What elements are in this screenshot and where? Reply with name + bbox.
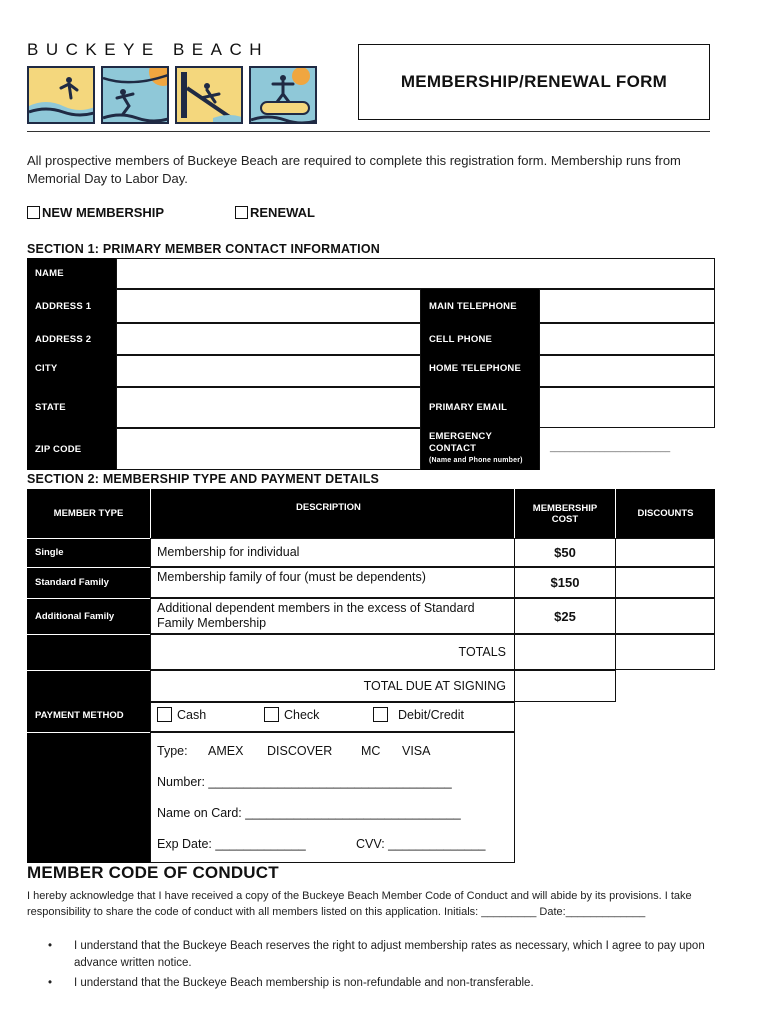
conduct-acknowledgement: I hereby acknowledge that I have received a copy of the Buckeye Beach Member Code of Conduct and will abide by its provisions. I take responsibility to share the code of conduct with all members listed on this application. Initials: _________ Date:_____________ <box>27 890 692 918</box>
renewal-checkbox[interactable] <box>235 206 248 219</box>
member-type-header: MEMBER TYPE <box>27 489 150 538</box>
totals-discount-field[interactable] <box>615 634 715 670</box>
name-on-card-field[interactable]: Name on Card: _______________________________ <box>157 806 461 820</box>
description-standard-family: Membership family of four (must be dependents) <box>150 567 515 598</box>
payment-options-row <box>150 702 515 732</box>
form-title-box <box>358 44 710 120</box>
card-details-box <box>150 732 515 863</box>
home-telephone-label: HOME TELEPHONE <box>421 355 539 387</box>
name-label: NAME <box>27 258 116 289</box>
primary-email-label: PRIMARY EMAIL <box>421 387 539 428</box>
conduct-title: MEMBER CODE OF CONDUCT <box>27 863 279 882</box>
debit-credit-option[interactable]: Debit/Credit <box>373 707 464 722</box>
main-telephone-label: MAIN TELEPHONE <box>421 289 539 323</box>
card-type-label: Type: <box>157 744 188 758</box>
primary-email-field[interactable] <box>539 387 715 428</box>
total-due-field[interactable] <box>514 670 616 702</box>
state-label: STATE <box>27 387 116 428</box>
city-label: CITY <box>27 355 116 387</box>
cell-phone-field[interactable] <box>539 323 715 355</box>
zip-label: ZIP CODE <box>27 428 116 470</box>
logo-tile-sun <box>27 66 95 124</box>
payment-method-label: PAYMENT METHOD <box>27 670 150 732</box>
new-membership-label: NEW MEMBERSHIP <box>42 205 165 220</box>
check-option[interactable]: Check <box>264 707 319 722</box>
list-item: • I understand that the Buckeye Beach membership is non-refundable and non-transferable. <box>48 975 728 992</box>
cash-checkbox[interactable] <box>157 707 172 722</box>
new-membership-option[interactable] <box>27 205 164 220</box>
zip-field[interactable] <box>116 428 421 470</box>
logo-tile-float <box>249 66 317 124</box>
address2-field[interactable] <box>116 323 421 355</box>
cash-option[interactable]: Cash <box>157 707 206 722</box>
description-additional-family: Additional dependent members in the excess of Standard Family Membership <box>150 598 515 634</box>
description-single: Membership for individual <box>150 538 515 567</box>
state-field[interactable] <box>116 387 421 428</box>
address2-label: ADDRESS 2 <box>27 323 116 355</box>
address1-field[interactable] <box>116 289 421 323</box>
card-type-amex[interactable]: AMEX <box>208 744 244 758</box>
address1-label: ADDRESS 1 <box>27 289 116 323</box>
card-type-mc[interactable]: MC <box>361 744 381 758</box>
membership-cost-header: MEMBERSHIP COST <box>514 489 615 538</box>
discounts-header: DISCOUNTS <box>615 489 715 538</box>
list-item: • I understand that the Buckeye Beach reserves the right to adjust membership rates as necessary, which I agree to pay upon advance written notice. <box>48 938 728 972</box>
new-membership-checkbox[interactable] <box>27 206 40 219</box>
discount-additional-family-field[interactable] <box>615 598 715 634</box>
exp-date-field[interactable]: Exp Date: _____________ <box>157 837 306 851</box>
logo-tile-swimmer <box>101 66 169 124</box>
cost-standard-family: $150 <box>514 567 616 598</box>
member-type-single: Single <box>27 538 150 567</box>
section2-title: SECTION 2: MEMBERSHIP TYPE AND PAYMENT DETAILS <box>27 472 380 486</box>
conduct-bullets <box>48 938 728 995</box>
card-type-visa[interactable]: VISA <box>402 744 431 758</box>
card-number-field[interactable]: Number: ___________________________________ <box>157 775 452 789</box>
card-type-discover[interactable]: DISCOVER <box>267 744 333 758</box>
city-field[interactable] <box>116 355 421 387</box>
renewal-option[interactable] <box>235 205 315 220</box>
discount-single-field[interactable] <box>615 538 715 567</box>
totals-row: TOTALS <box>150 634 515 670</box>
cvv-field[interactable]: CVV: ______________ <box>356 837 486 851</box>
logo-tile-slide <box>175 66 243 124</box>
total-due-row: TOTAL DUE AT SIGNING <box>150 670 515 702</box>
emergency-contact-field[interactable]: ________________________ <box>539 428 715 470</box>
name-field[interactable] <box>116 258 715 289</box>
card-details-spacer <box>27 732 150 863</box>
totals-cost-field[interactable] <box>514 634 616 670</box>
home-telephone-field[interactable] <box>539 355 715 387</box>
main-telephone-field[interactable] <box>539 289 715 323</box>
debit-credit-checkbox[interactable] <box>373 707 388 722</box>
cell-phone-label: CELL PHONE <box>421 323 539 355</box>
member-type-standard-family: Standard Family <box>27 567 150 598</box>
totals-spacer <box>27 634 150 670</box>
form-title: MEMBERSHIP/RENEWAL FORM <box>400 72 668 91</box>
brand-name: BUCKEYE BEACH <box>27 40 270 59</box>
intro-text: All prospective members of Buckeye Beach are required to complete this registration form. Membership runs from Memorial Day to Labor Day. <box>27 153 681 186</box>
member-type-additional-family: Additional Family <box>27 598 150 634</box>
description-header: DESCRIPTION <box>150 489 514 538</box>
discount-standard-family-field[interactable] <box>615 567 715 598</box>
section1-title: SECTION 1: PRIMARY MEMBER CONTACT INFORMATION <box>27 242 380 256</box>
cost-single: $50 <box>514 538 616 567</box>
header-divider <box>27 131 710 132</box>
cost-additional-family: $25 <box>514 598 616 634</box>
brand-logo <box>27 66 317 124</box>
renewal-label: RENEWAL <box>250 205 315 220</box>
emergency-contact-label: EMERGENCY CONTACT (Name and Phone number) <box>421 428 539 470</box>
check-checkbox[interactable] <box>264 707 279 722</box>
